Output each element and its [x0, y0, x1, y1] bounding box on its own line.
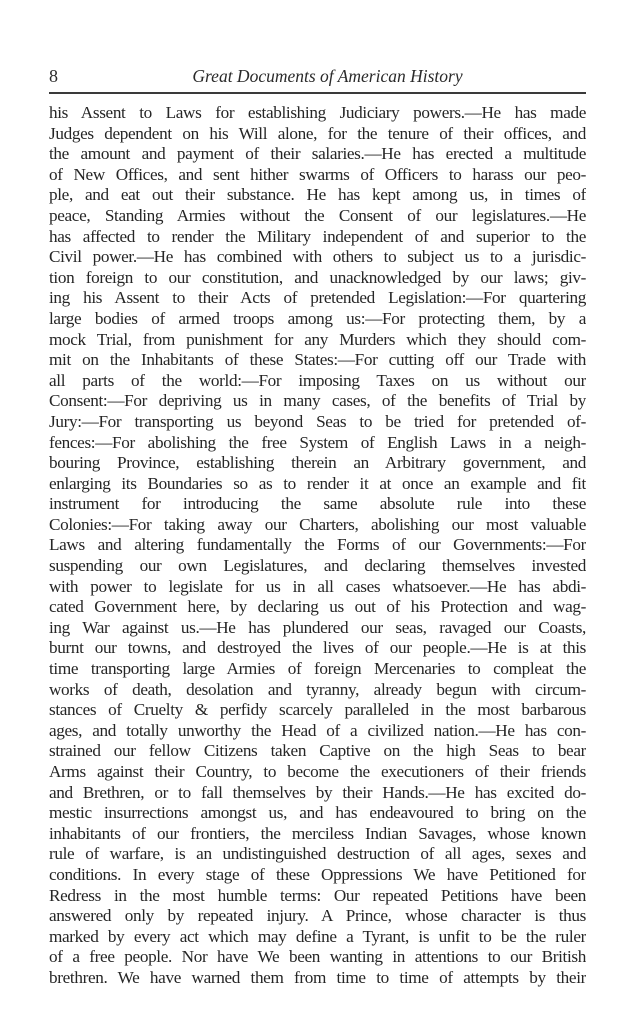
text-line: Judges dependent on his Will alone, for the tenure of their offices, and	[49, 123, 586, 143]
body-text	[49, 103, 586, 989]
text-line: of a free people. Nor have We been wanting in attentions to our British	[49, 947, 586, 967]
text-line: all parts of the world:—For imposing Taxes on us without our	[49, 370, 586, 390]
text-line: Redress in the most humble terms: Our repeated Petitions have been	[49, 885, 586, 905]
text-line: Colonies:—For taking away our Charters, abolishing our most valuable	[49, 514, 586, 534]
text-line: suspending our own Legislatures, and declaring themselves invested	[49, 556, 586, 576]
text-line: peace, Standing Armies without the Consent of our legislatures.—He	[49, 205, 586, 225]
text-line: Arms against their Country, to become the executioners of their friends	[49, 762, 586, 781]
text-line: Laws and altering fundamentally the Forms of our Governments:—For	[49, 535, 586, 555]
text-line: Civil power.—He has combined with others to subject us to a jurisdic-	[49, 247, 586, 267]
page-number: 8	[49, 66, 58, 86]
text-line: bouring Province, establishing therein an Arbitrary government, and	[49, 453, 586, 473]
text-line: stances of Cruelty & perfidy scarcely paralleled in the most barbarous	[49, 700, 586, 720]
text-line: ages, and totally unworthy the Head of a civilized nation.—He has con-	[49, 720, 586, 740]
text-line: ing his Assent to their Acts of pretended Legislation:—For quartering	[49, 288, 586, 308]
running-head	[49, 64, 586, 88]
text-line: has affected to render the Military independent of and superior to the	[49, 226, 586, 246]
text-line: answered only by repeated injury. A Prince, whose character is thus	[49, 906, 586, 926]
text-line: of New Offices, and sent hither swarms of Officers to harass our peo-	[49, 164, 586, 184]
text-line: the amount and payment of their salaries.—He has erected a multitude	[49, 144, 586, 164]
text-line: inhabitants of our frontiers, the merciless Indian Savages, whose known	[49, 823, 586, 843]
text-line: and Brethren, or to fall themselves by their Hands.—He has excited do-	[49, 782, 586, 802]
book-title: Great Documents of American History	[192, 66, 463, 86]
text-line: works of death, desolation and tyranny, already begun with circum-	[49, 679, 586, 699]
text-line: conditions. In every stage of these Oppressions We have Petitioned for	[49, 864, 586, 884]
text-line: brethren. We have warned them from time to time of attempts by their	[49, 967, 586, 987]
text-line: mock Trial, from punishment for any Murders which they should com-	[49, 329, 586, 349]
text-line: tion foreign to our constitution, and unacknowledged by our laws; giv-	[49, 267, 586, 287]
text-line: marked by every act which may define a Tyrant, is unfit to be the ruler	[49, 926, 586, 946]
text-line: time transporting large Armies of foreign Mercenaries to compleat the	[49, 659, 586, 679]
text-line: large bodies of armed troops among us:—For protecting them, by a	[49, 308, 586, 328]
text-line: enlarging its Boundaries so as to render it at once an example and fit	[49, 473, 586, 493]
text-line: instrument for introducing the same absolute rule into these	[49, 494, 586, 514]
text-line: Consent:—For depriving us in many cases, of the benefits of Trial by	[49, 391, 586, 411]
text-line: strained our fellow Citizens taken Captive on the high Seas to bear	[49, 741, 586, 761]
text-line: his Assent to Laws for establishing Judiciary powers.—He has made	[49, 103, 586, 122]
text-line: with power to legislate for us in all cases whatsoever.—He has abdi-	[49, 576, 586, 596]
text-line: mestic insurrections amongst us, and has endeavoured to bring on the	[49, 803, 586, 823]
text-line: ple, and eat out their substance. He has kept among us, in times of	[49, 185, 586, 205]
text-line: mit on the Inhabitants of these States:—For cutting off our Trade with	[49, 350, 586, 370]
text-line: fences:—For abolishing the free System of English Laws in a neigh-	[49, 432, 586, 452]
text-line: burnt our towns, and destroyed the lives of our people.—He is at this	[49, 638, 586, 658]
header-rule	[49, 92, 586, 94]
text-line: Jury:—For transporting us beyond Seas to be tried for pretended of-	[49, 411, 586, 431]
text-line: rule of warfare, is an undistinguished destruction of all ages, sexes and	[49, 844, 586, 864]
text-line: cated Government here, by declaring us out of his Protection and wag-	[49, 597, 586, 617]
text-line: ing War against us.—He has plundered our seas, ravaged our Coasts,	[49, 617, 586, 637]
